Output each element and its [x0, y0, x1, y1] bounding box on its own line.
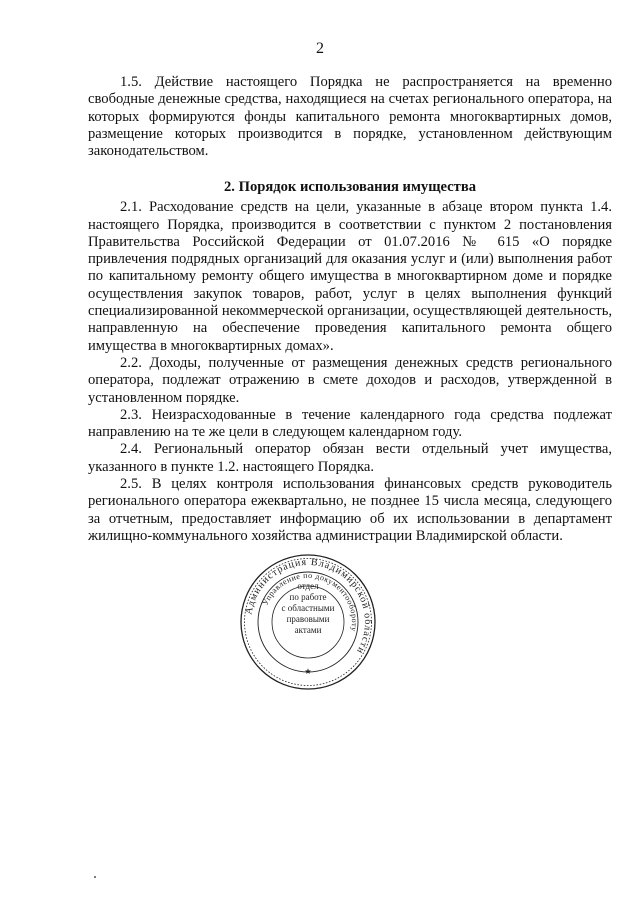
stamp-inner-text: Управление по документообороту	[260, 570, 360, 633]
stamp-center-line: отдел	[297, 581, 319, 591]
paragraph-2-5: 2.5. В целях контроля использования финансовых средств руководитель регионального оператора ежеквартально, не позднее 15 числа месяца, следующего за отчетным, предоставляет информацию об их использовании в департамент жилищно-коммунального хозяйства администрации Владимирской области.	[88, 476, 612, 544]
stamp-center-text	[277, 581, 339, 636]
stamp-center-line: актами	[294, 625, 322, 635]
stamp-star: ★	[304, 667, 312, 676]
paragraph-2-2: 2.2. Доходы, полученные от размещения денежных средств регионального оператора, подлежат отражению в смете доходов и расходов, утвержденной в установленном порядке.	[88, 354, 612, 406]
section-title: 2. Порядок использования имущества	[224, 179, 476, 195]
stamp-center-line: по работе	[289, 592, 327, 602]
paragraph-2-3: 2.3. Неизрасходованные в течение календарного года средства подлежат направлению на те же цели в следующем календарном году.	[88, 406, 612, 441]
section-2	[88, 179, 612, 545]
paragraph-2-1: 2.1. Расходование средств на цели, указанные в абзаце втором пункта 1.4. настоящего Порядка, производится в соответствии с пунктом 2 постановления Правительства Российской Федерации от 01.07.2016 № 615 «О порядке привлечения подрядных организаций для оказания услуг и (или) выполнения работ по капитальному ремонту общего имущества в многоквартирном доме и порядке осуществления закупок товаров, работ, услуг в целях выполнения функций специализированной некоммерческой организации, осуществляющей деятельность, направленную на обеспечение проведения капитального ремонта общего имущества в многоквартирных домах».	[88, 199, 612, 354]
paragraph-2-4: 2.4. Региональный оператор обязан вести отдельный учет имущества, указанного в пункте 1.2. настоящего Порядка.	[88, 441, 612, 475]
scan-speck	[94, 876, 96, 878]
official-stamp	[239, 553, 377, 691]
page-number: 2	[316, 40, 324, 57]
stamp-center-line: правовыми	[286, 614, 330, 624]
paragraph-1-5: 1.5. Действие настоящего Порядка не распространяется на временно свободные денежные средства, находящиеся на счетах регионального оператора, на которых формируются фонды капитального ремонта многоквартирных домов, размещение которых производится в порядке, установленном действующим законодательством.	[88, 74, 612, 160]
stamp-outer-text: Администрация Владимирской области	[243, 556, 374, 656]
intro-block	[88, 74, 612, 160]
stamp-center-line: с областными	[281, 603, 335, 613]
